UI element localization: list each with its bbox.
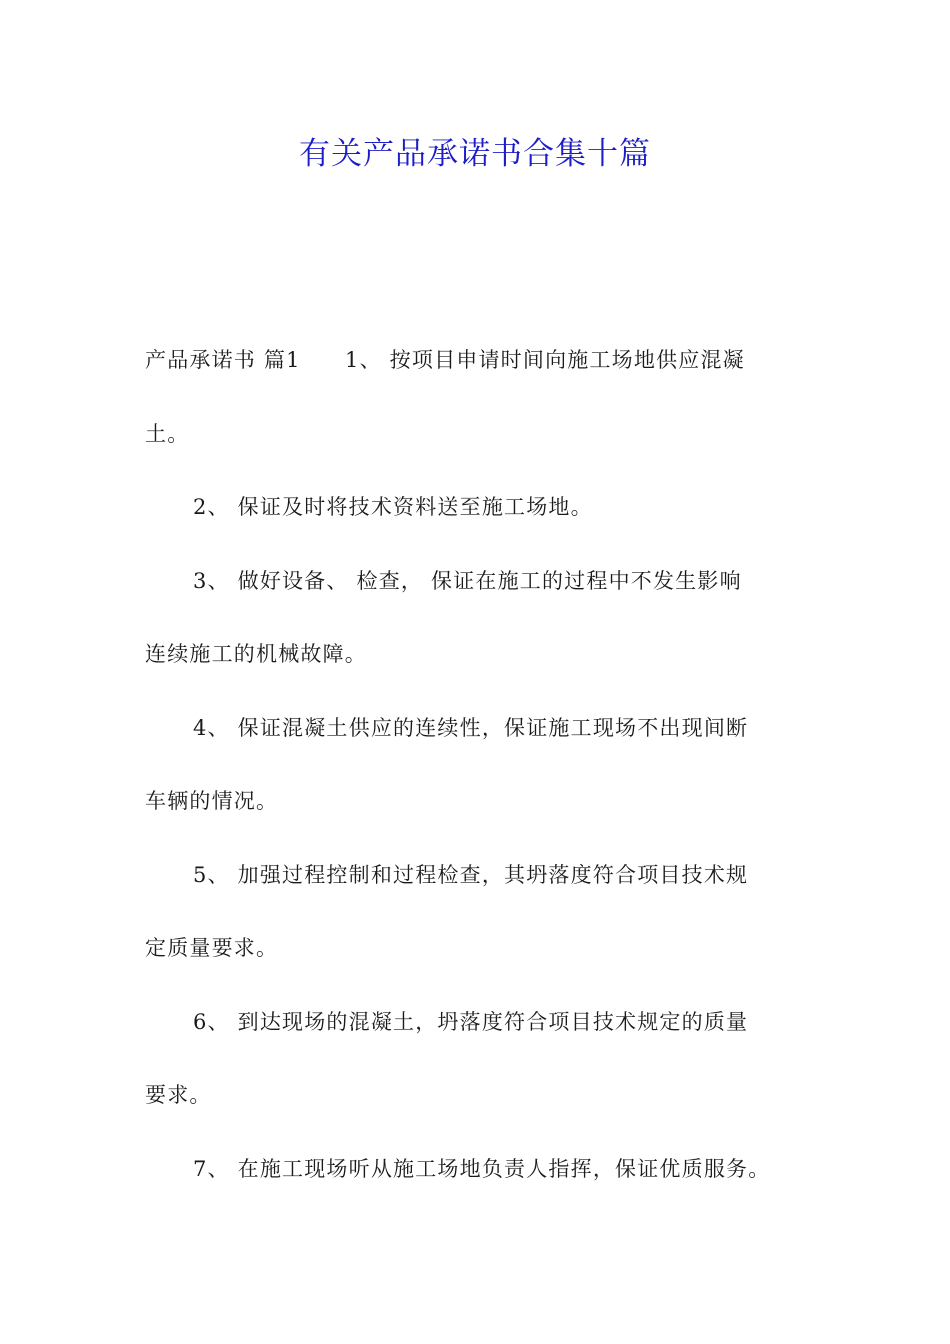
text-line: 2、 保证及时将技术资料送至施工场地。 <box>193 495 593 519</box>
text-line: 6、 到达现场的混凝土，坍落度符合项目技术规定的质量 <box>193 1009 749 1034</box>
document-body <box>145 330 807 1212</box>
text-line: 连续施工的机械故障。 <box>145 642 367 666</box>
text-line: 定质量要求。 <box>145 936 279 960</box>
text-line: 车辆的情况。 <box>145 789 279 813</box>
text-line: 4、 保证混凝土供应的连续性，保证施工现场不出现间断 <box>193 715 749 740</box>
text-line: 要求。 <box>145 1083 212 1107</box>
text-line: 土。 <box>145 421 190 446</box>
text-line: 3、 做好设备、 检查， 保证在施工的过程中不发生影响 <box>193 568 742 593</box>
document-title: 有关产品承诺书合集十篇 <box>299 136 651 172</box>
text-line: 产品承诺书 篇1 1、 按项目申请时间向施工场地供应混凝 <box>145 348 745 372</box>
text-line: 7、 在施工现场听从施工场地负责人指挥，保证优质服务。 <box>193 1156 771 1181</box>
text-line: 5、 加强过程控制和过程检查，其坍落度符合项目技术规 <box>193 862 749 887</box>
